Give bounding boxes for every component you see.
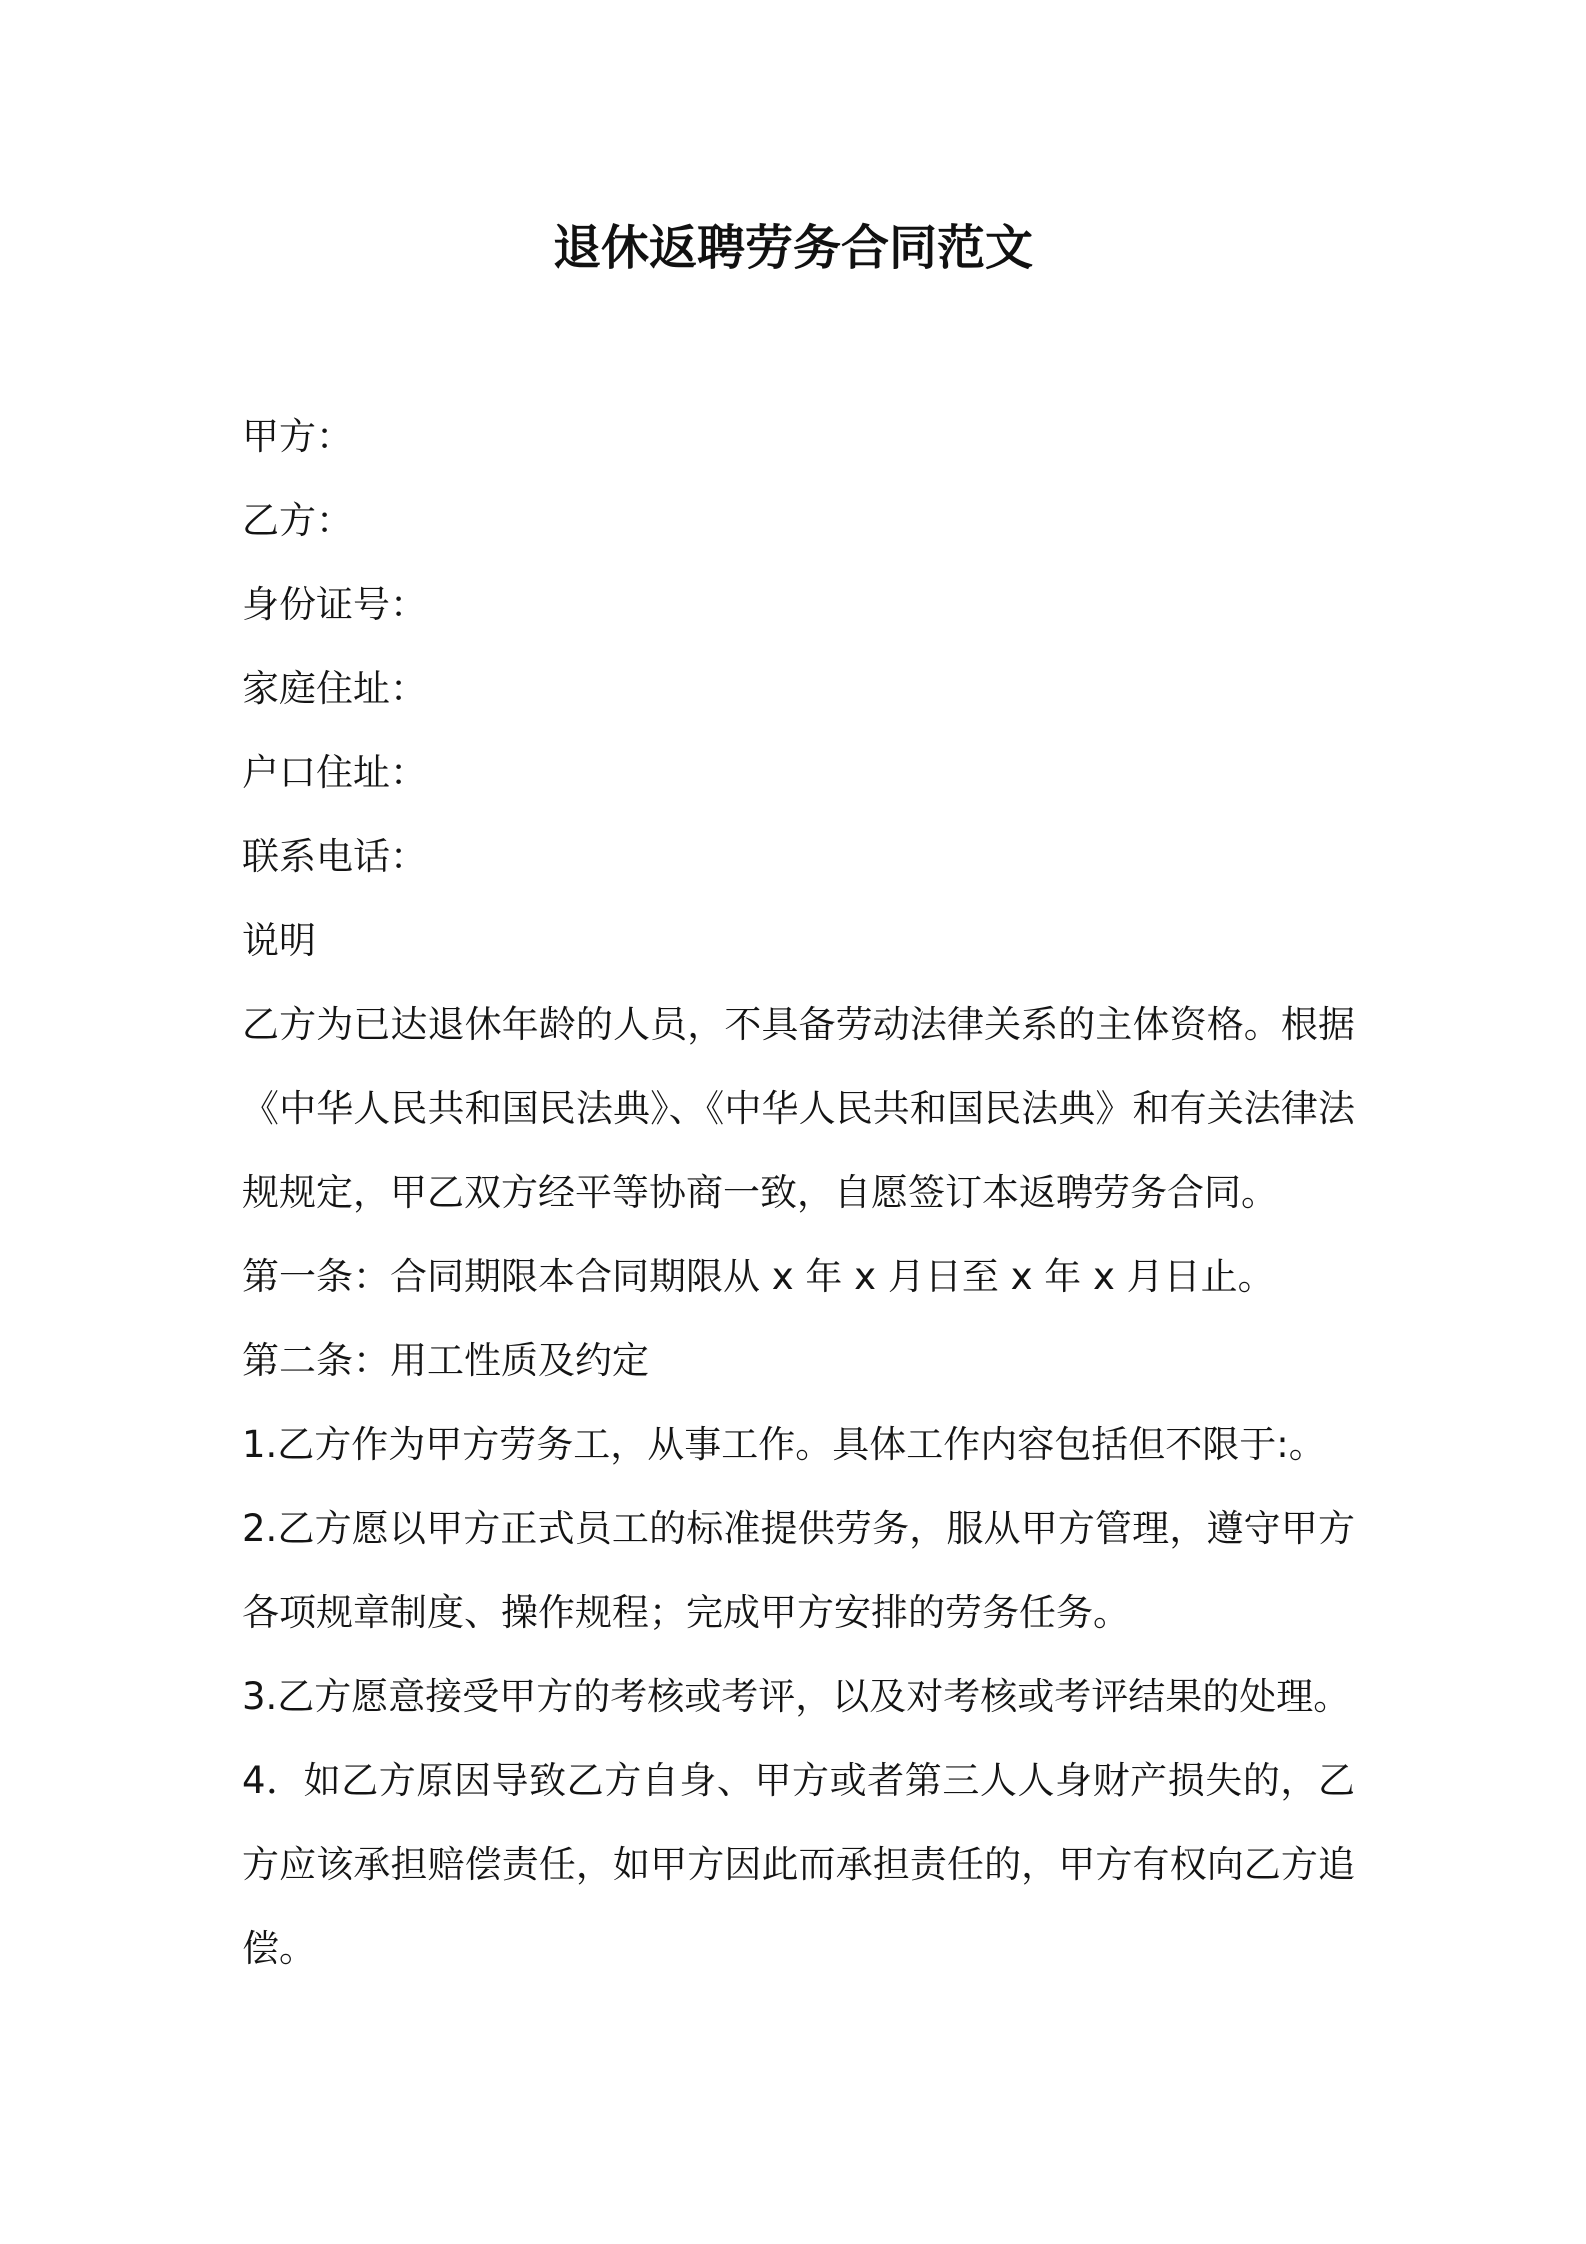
article-2-item-line: 偿。 [242, 1927, 316, 1970]
article-1 [242, 1235, 1355, 1319]
explanation-heading: 说明 [242, 919, 316, 962]
article-2-item-3 [242, 1655, 1355, 1739]
field-home-address: 家庭住址： [242, 667, 427, 710]
field-phone: 联系电话： [242, 835, 427, 878]
party-fields [242, 395, 1355, 899]
document-body [242, 395, 1355, 1991]
field-registered-address: 户口住址： [242, 751, 427, 794]
explanation-line: 规规定，甲乙双方经平等协商一致，自愿签订本返聘劳务合同。 [242, 1171, 1278, 1214]
explanation-line: 乙方为已达退休年龄的人员，不具备劳动法律关系的主体资格。根据 [242, 1003, 1355, 1046]
article-2-item-line: 各项规章制度、操作规程；完成甲方安排的劳务任务。 [242, 1591, 1130, 1634]
article-2-item-line: 2.乙方愿以甲方正式员工的标准提供劳务，服从甲方管理，遵守甲方 [242, 1507, 1355, 1550]
explanation-section [242, 899, 1355, 1235]
article-2-heading: 第二条：用工性质及约定 [242, 1339, 649, 1382]
article-2-item-line: 1.乙方作为甲方劳务工，从事工作。具体工作内容包括但不限于:。 [242, 1423, 1326, 1466]
article-2-item-4 [242, 1739, 1355, 1991]
article-1-text: 第一条：合同期限本合同期限从 x 年 x 月日至 x 年 x 月日止。 [242, 1255, 1275, 1298]
article-2-item-line: 方应该承担赔偿责任，如甲方因此而承担责任的，甲方有权向乙方追 [242, 1843, 1355, 1886]
article-2 [242, 1319, 1355, 1991]
document-title: 退休返聘劳务合同范文 [552, 220, 1033, 276]
field-id-number: 身份证号： [242, 583, 427, 626]
field-party-a: 甲方： [242, 415, 353, 458]
article-2-item-line: 4．如乙方原因导致乙方自身、甲方或者第三人人身财产损失的，乙 [242, 1759, 1355, 1802]
article-2-item-1 [242, 1403, 1355, 1487]
explanation-line: 《中华人民共和国民法典》、《中华人民共和国民法典》和有关法律法 [242, 1087, 1355, 1130]
article-2-item-2 [242, 1487, 1355, 1655]
article-2-item-line: 3.乙方愿意接受甲方的考核或考评，以及对考核或考评结果的处理。 [242, 1675, 1351, 1718]
field-party-b: 乙方： [242, 499, 353, 542]
